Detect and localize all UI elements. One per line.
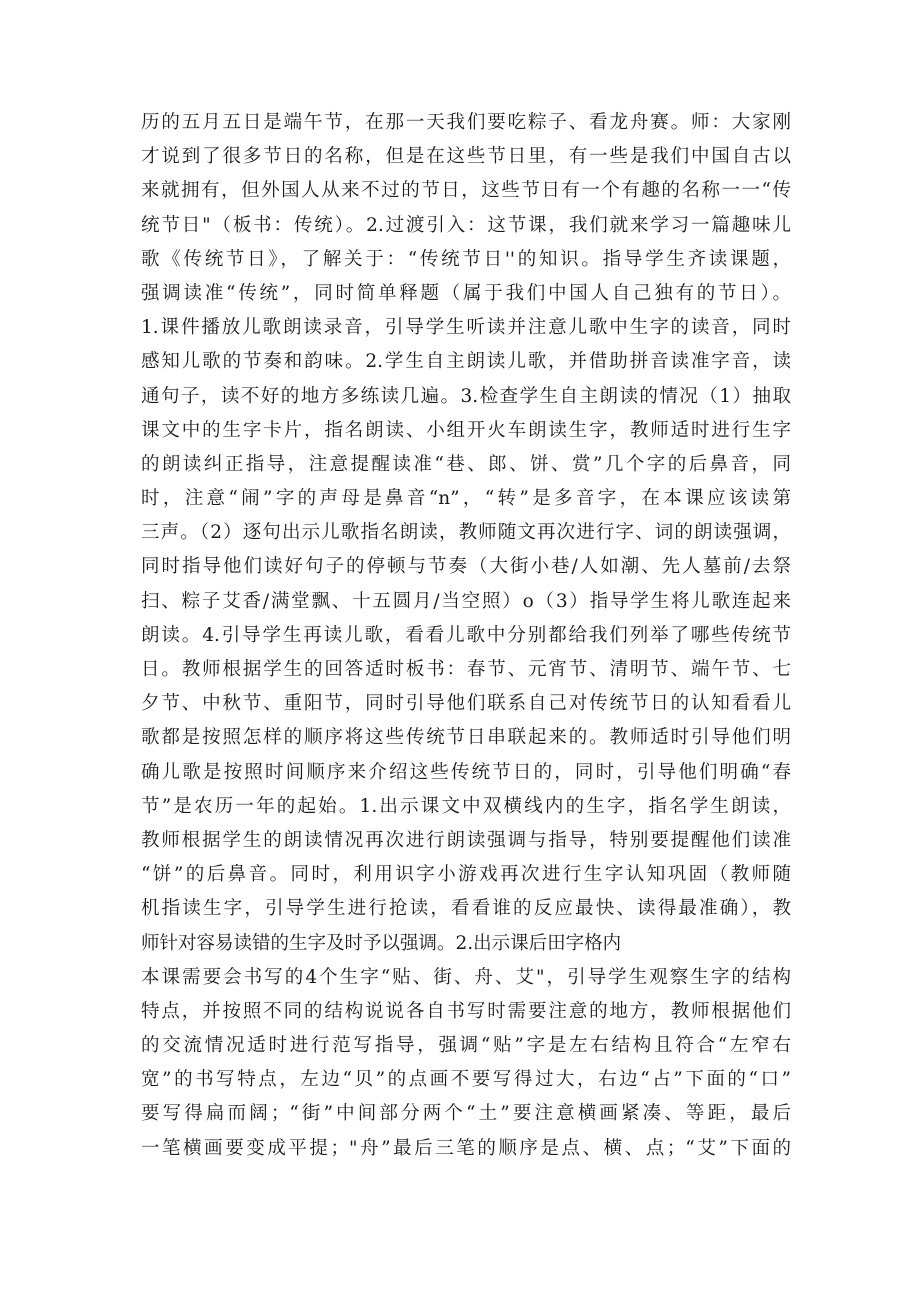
text-line: 一笔横画要变成平提；"舟”最后三笔的顺序是点、横、点；“艾”下面的: [141, 1137, 791, 1159]
text-line: 歌都是按照怎样的顺序将这些传统节日串联起来的。教师适时引导他们明: [141, 727, 791, 749]
text-line: 三声。（2）逐句出示儿歌指名朗读，教师随文再次进行字、词的朗读强调，: [141, 522, 791, 544]
text-line: 同时指导他们读好句子的停顿与节奏（大街小巷/人如潮、先人墓前/去祭: [141, 556, 791, 578]
text-line: 教师根据学生的朗读情况再次进行朗读强调与指导，特别要提醒他们读准: [141, 829, 791, 851]
text-line: 时，注意“闹”字的声母是鼻音“n”，“转”是多音字，在本课应该读第: [141, 488, 791, 510]
text-line: 确儿歌是按照时间顺序来介绍这些传统节日的，同时，引导他们明确“春: [141, 761, 791, 783]
text-line: 歌《传统节日》，了解关于：“传统节日''的知识。指导学生齐读课题，: [141, 248, 791, 270]
text-line: 通句子，读不好的地方多练读几遍。3.检查学生自主朗读的情况（1）抽取: [141, 385, 791, 407]
text-line: 节”是农历一年的起始。1.出示课文中双横线内的生字，指名学生朗读，: [141, 795, 791, 817]
text-line: 日。教师根据学生的回答适时板书：春节、元宵节、清明节、端午节、七: [141, 659, 791, 680]
body-text: [141, 106, 791, 1166]
text-line: 宽”的书写特点，左边“贝”的点画不要写得过大，右边“占”下面的“口”: [141, 1069, 791, 1091]
text-line: 的朗读纠正指导，注意提醒读准“巷、郎、饼、赏”几个字的后鼻音，同: [141, 453, 791, 475]
text-line: 扫、粽子艾香/满堂飘、十五圆月/当空照）o（3）指导学生将儿歌连起来: [141, 590, 791, 612]
text-line: 要写得扁而阔；“街”中间部分两个“土”要注意横画紧凑、等距，最后: [141, 1103, 791, 1125]
text-line: 特点，并按照不同的结构说说各自书写时需要注意的地方，教师根据他们: [141, 1000, 791, 1022]
text-line: 朗读。4.引导学生再读儿歌，看看儿歌中分别都给我们列举了哪些传统节: [141, 624, 791, 646]
text-line: “饼”的后鼻音。同时，利用识字小游戏再次进行生字认知巩固（教师随: [141, 864, 791, 886]
text-line: 课文中的生字卡片，指名朗读、小组开火车朗读生字，教师适时进行生字: [141, 419, 791, 441]
text-line: 的交流情况适时进行范写指导，强调“贴”字是左右结构且符合“左窄右: [141, 1035, 791, 1057]
text-line: 本课需要会书写的4个生字“贴、街、舟、艾"，引导学生观察生字的结构: [141, 966, 791, 988]
text-line: 1.课件播放儿歌朗读录音，引导学生听读并注意儿歌中生字的读音，同时: [141, 317, 791, 339]
text-line: 夕节、中秋节、重阳节，同时引导他们联系自己对传统节日的认知看看儿: [141, 693, 791, 715]
text-line: 历的五月五日是端午节，在那一天我们要吃粽子、看龙舟赛。师：大家刚: [141, 112, 791, 133]
text-line: 来就拥有，但外国人从来不过的节日，这些节日有一个有趣的名称一一“传: [141, 180, 791, 202]
text-line: 机指读生字，引导学生进行抢读，看看谁的反应最快、读得最准确），教: [141, 898, 791, 920]
text-line: 统节日"（板书：传统）。2.过渡引入：这节课，我们就来学习一篇趣味儿: [141, 214, 791, 236]
text-line: 感知儿歌的节奏和韵味。2.学生自主朗读儿歌，并借助拼音读准字音，读: [141, 351, 791, 373]
text-line: 才说到了很多节日的名称，但是在这些节日里，有一些是我们中国自古以: [141, 146, 791, 168]
text-line: 强调读准“传统”，同时简单释题（属于我们中国人自己独有的节日）。: [141, 282, 791, 304]
text-line: 师针对容易读错的生字及时予以强调。2.出示课后田字格内: [141, 932, 622, 954]
